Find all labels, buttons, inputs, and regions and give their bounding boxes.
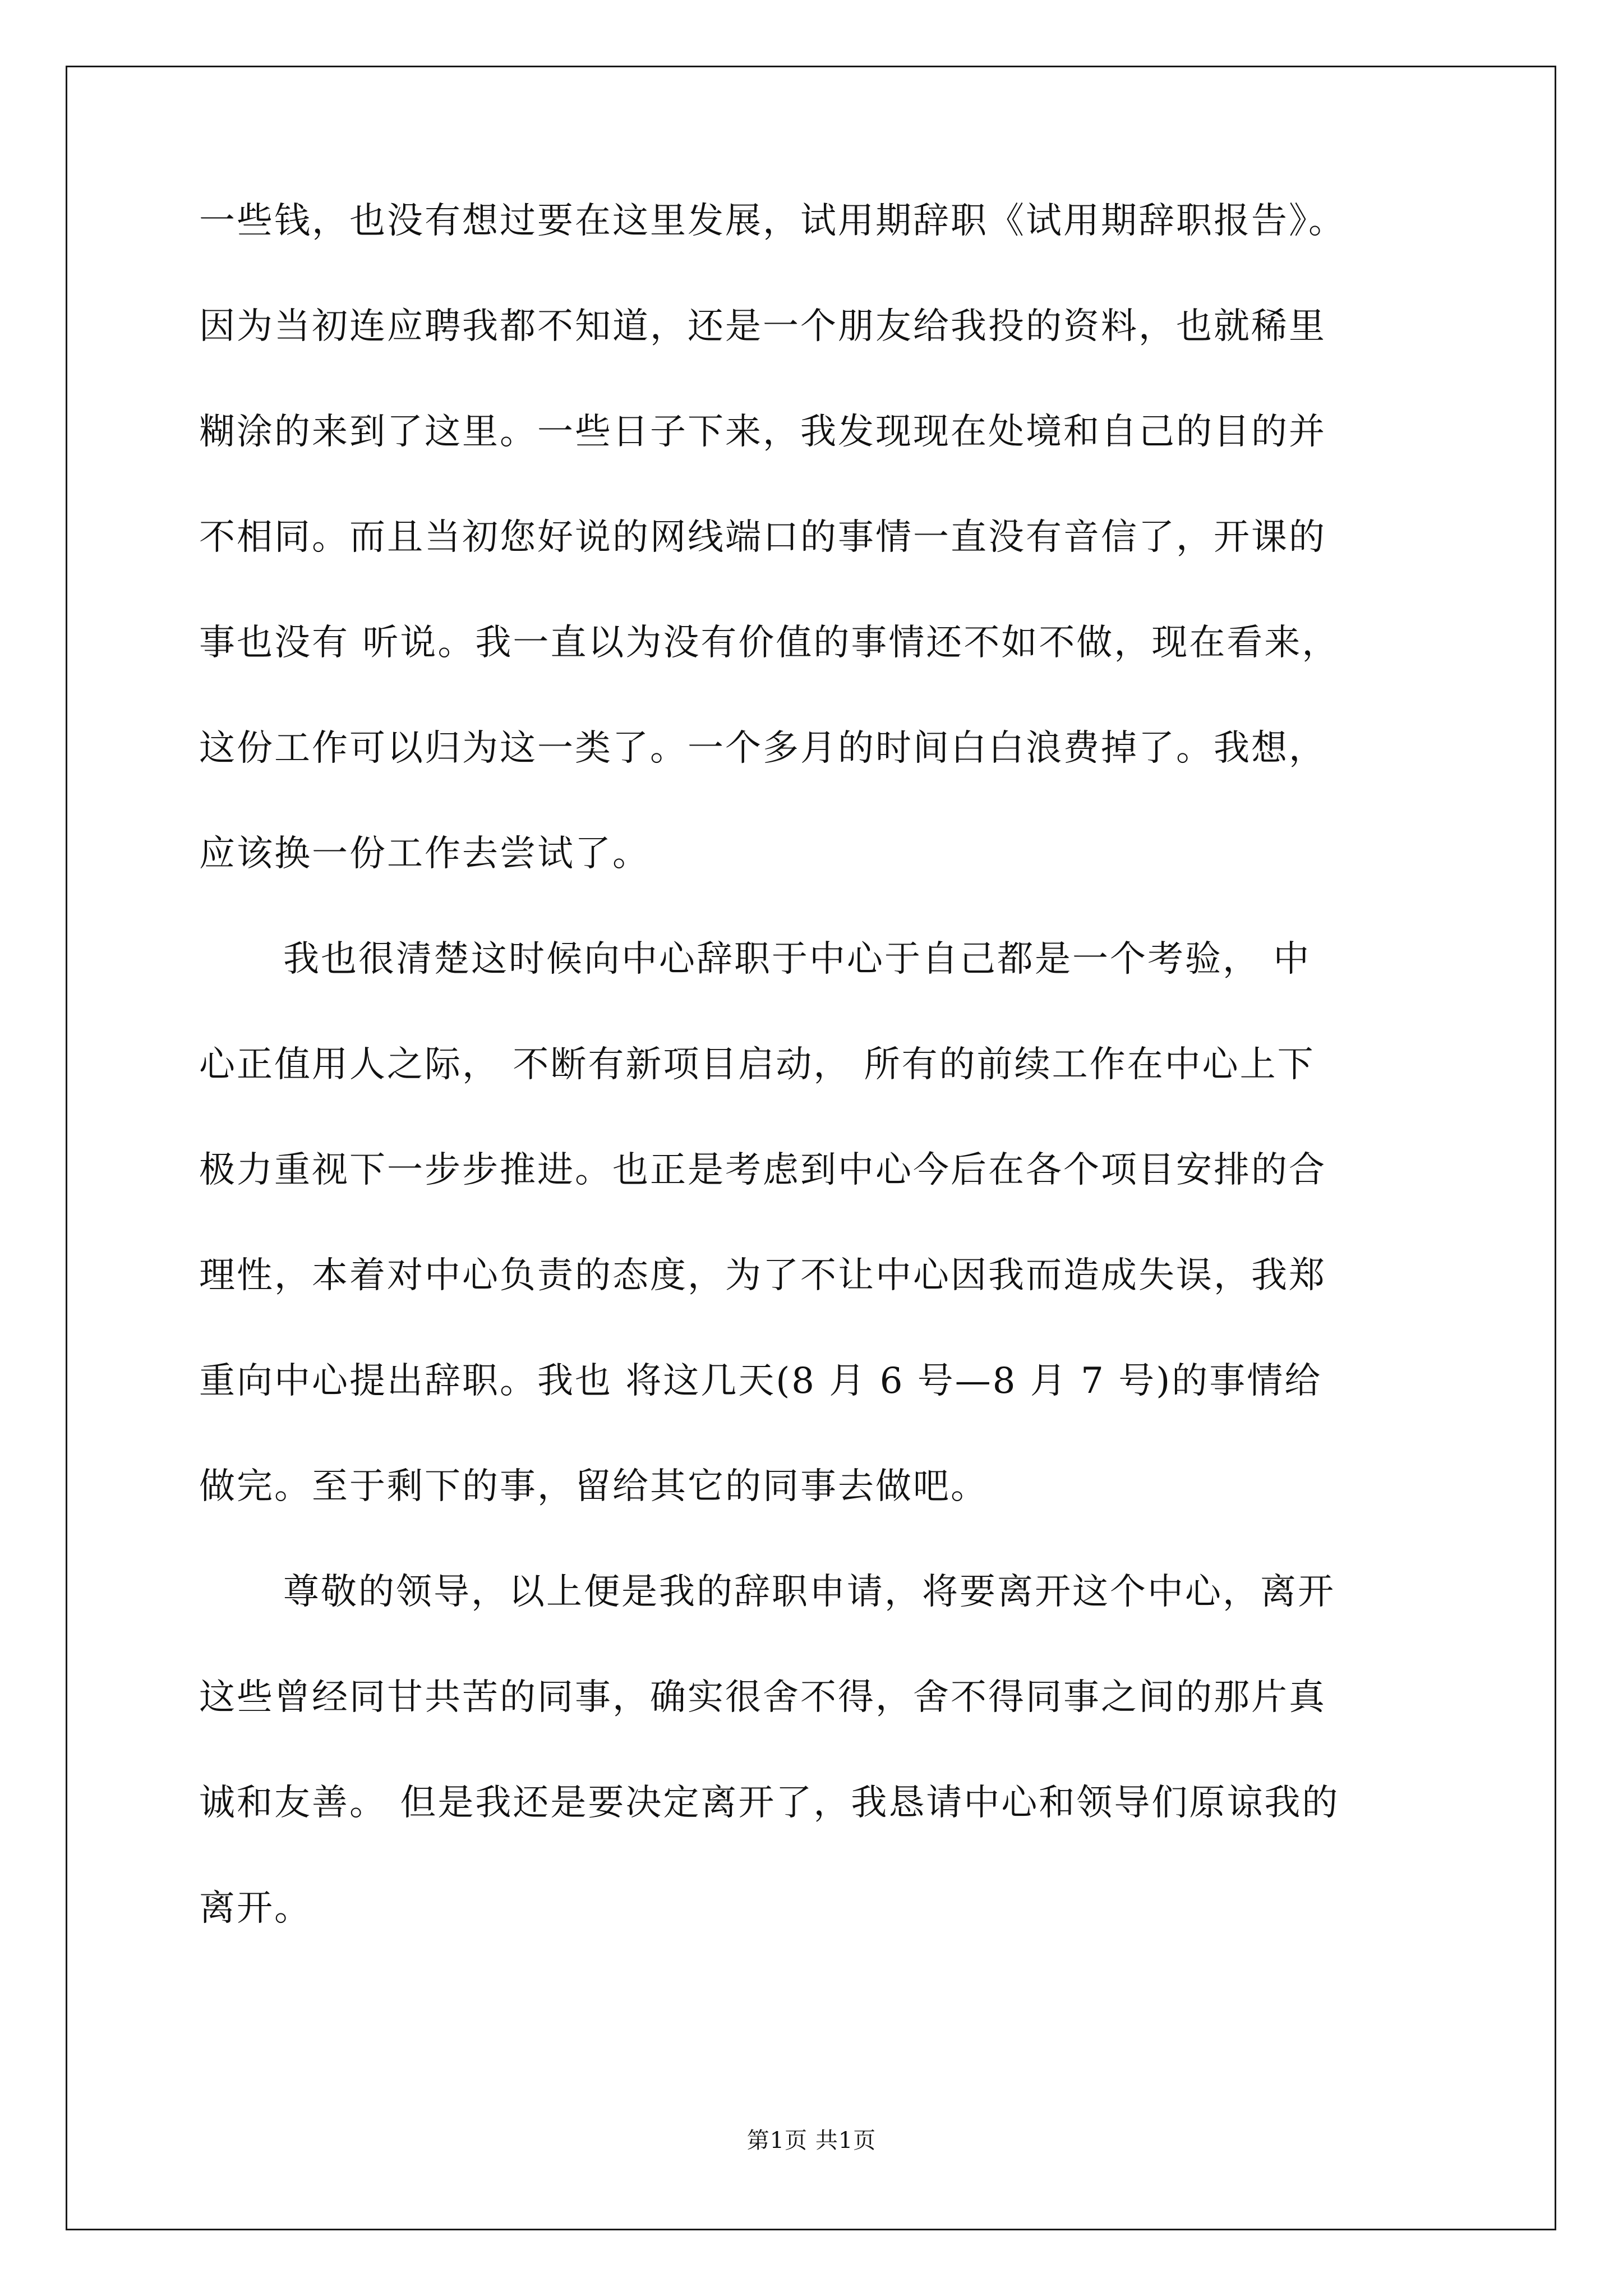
text-line: 心正值用人之际， 不断有新项目启动， 所有的前续工作在中心上下: [199, 1044, 1315, 1085]
page-footer: 第1页 共1页: [746, 2128, 877, 2154]
text-line: 极力重视下一步步推进。也正是考虑到中心今后在各个项目安排的合: [199, 1149, 1326, 1191]
text-line: 做完。至于剩下的事，留给其它的同事去做吧。: [199, 1466, 988, 1507]
text-line: 理性，本着对中心负责的态度，为了不让中心因我而造成失误，我郑: [199, 1255, 1326, 1296]
text-line: 因为当初连应聘我都不知道，还是一个朋友给我投的资料，也就稀里: [199, 306, 1326, 347]
paragraph-start-line: 我也很清楚这时候向中心辞职于中心于自己都是一个考验， 中: [283, 938, 1311, 980]
text-line: 一些钱，也没有想过要在这里发展，试用期辞职《试用期辞职报告》。: [199, 200, 1346, 242]
text-line: 诚和友善。 但是我还是要决定离开了，我恳请中心和领导们原谅我的: [199, 1782, 1340, 1824]
text-line: 这些曾经同甘共苦的同事，确实很舍不得，舍不得同事之间的那片真: [199, 1677, 1326, 1718]
text-line: 应该换一份工作去尝试了。: [199, 833, 650, 875]
document-body: [199, 200, 1427, 1996]
text-line: 这份工作可以归为这一类了。一个多月的时间白白浪费掉了。我想，: [199, 728, 1326, 769]
text-line: 重向中心提出辞职。我也 将这几天(8 月 6 号—8 月 7 号)的事情给: [199, 1360, 1322, 1402]
text-line: 离开。: [199, 1888, 312, 1929]
text-line: 糊涂的来到了这里。一些日子下来，我发现现在处境和自己的目的并: [199, 411, 1326, 453]
text-line: 事也没有 听说。我一直以为没有价值的事情还不如不做，现在看来，: [199, 622, 1340, 664]
paragraph-start-line: 尊敬的领导，以上便是我的辞职申请，将要离开这个中心，离开: [283, 1571, 1335, 1613]
text-line: 不相同。而且当初您好说的网线端口的事情一直没有音信了，开课的: [199, 517, 1326, 558]
